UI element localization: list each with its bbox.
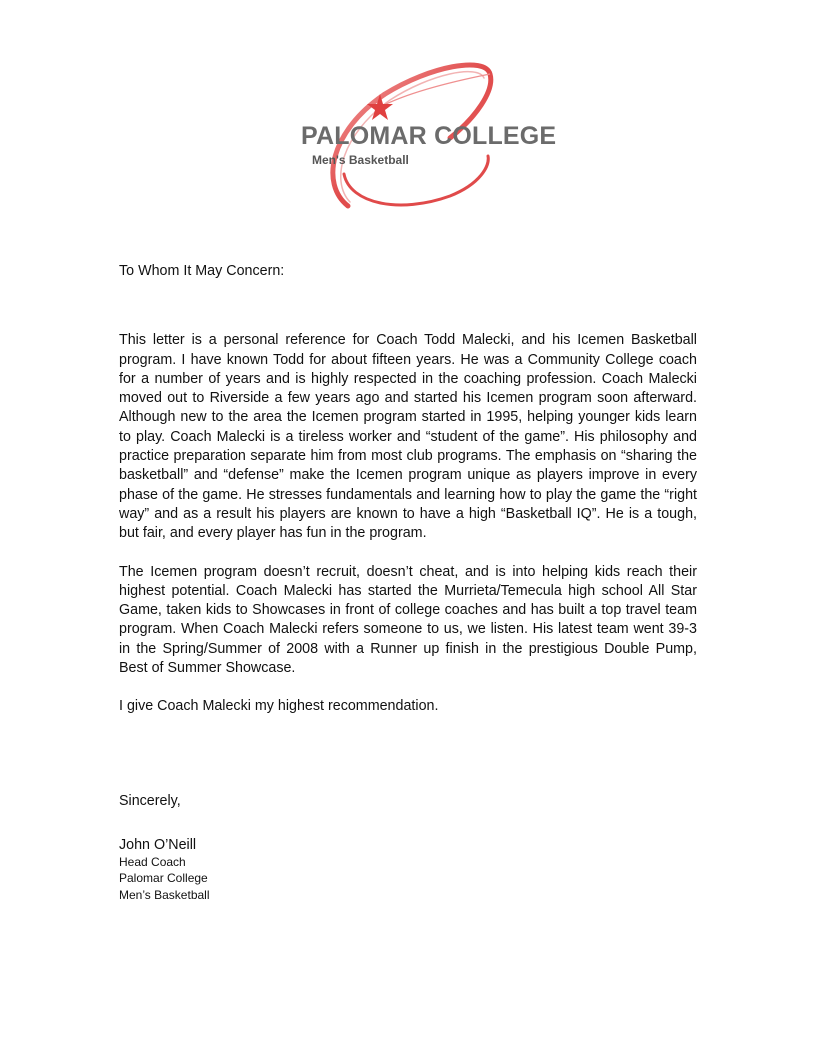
salutation: To Whom It May Concern: — [119, 263, 285, 279]
signature-organization: Palomar College — [119, 871, 208, 886]
palomar-college-logo — [290, 56, 557, 216]
paragraph-recommendation: I give Coach Malecki my highest recommendation. — [119, 698, 439, 715]
signature-title: Head Coach — [119, 854, 186, 869]
closing: Sincerely, — [119, 792, 181, 809]
logo-title: PALOMAR COLLEGE — [301, 122, 557, 150]
paragraph-reference: This letter is a personal reference for Coach Todd Malecki, and his Icemen Basketball program. I have known Todd for about fifteen years. He was a Community College coach for a number of years and is highly respected in the coaching profession. Coach Malecki moved out to Riverside a few years ago and started his Icemen program soon afterward. Although new to the area the Icemen program started in 1995, helping younger kids learn to play. Coach Malecki is a tireless worker and “student of the game”. His philosophy and practice preparation separate him from most club programs. The emphasis on “sharing the basketball” and “defense” make the Icemen program unique as players improve in every phase of the game. He stresses fundamentals and learning how to play the game the “right way” and as a result his players are known to have a high “Basketball IQ”. He is a tough, but fair, and every player has fun in the program. — [119, 332, 697, 542]
paragraph-program: The Icemen program doesn’t recruit, doesn’t cheat, and is into helping kids reach their highest potential. Coach Malecki has started the Murrieta/Temecula high school All Star Game, taken kids to Showcases in front of college coaches and has built a top travel team program. When Coach Malecki refers someone to us, we listen. His latest team went 39-3 in the Spring/Summer of 2008 with a Runner up finish in the prestigious Double Pump, Best of Summer Showcase. — [119, 563, 697, 677]
signature-department: Men’s Basketball — [119, 887, 210, 902]
letter-body — [119, 262, 697, 903]
logo-subtitle: Men's Basketball — [312, 153, 409, 167]
signature-name: John O’Neill — [119, 836, 197, 853]
